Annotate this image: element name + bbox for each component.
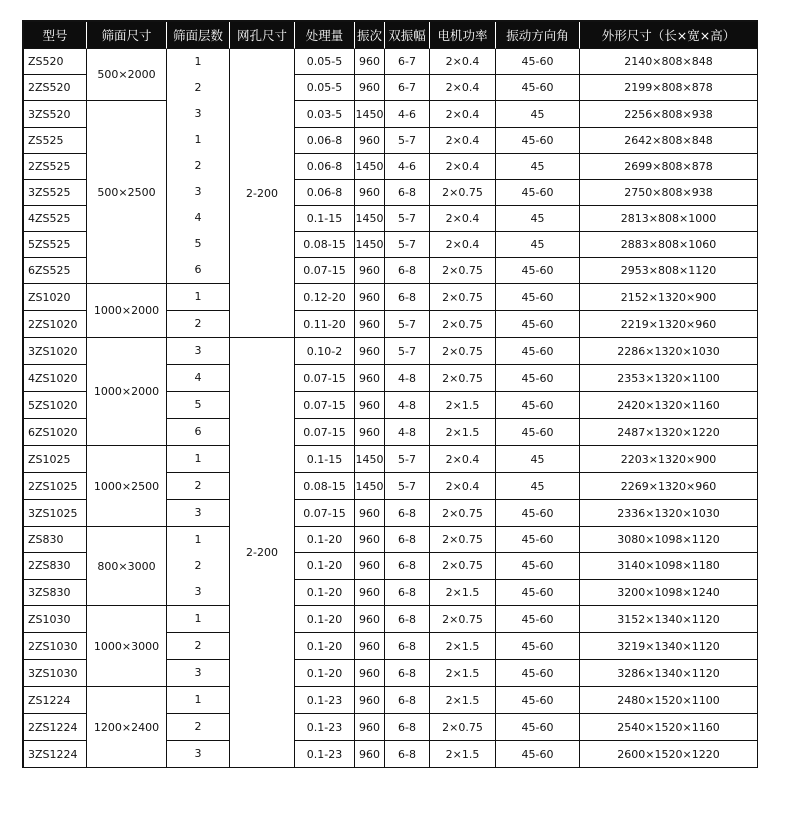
capacity-cell: 0.12-20 xyxy=(295,284,355,311)
capacity-cell: 0.1-15 xyxy=(295,206,355,232)
vibration-angle-cell: 45-60 xyxy=(496,714,580,741)
vibration-angle-cell: 45-60 xyxy=(496,128,580,154)
motor-power-cell: 2×0.75 xyxy=(430,500,496,527)
dimensions-cell: 2600×1520×1220 xyxy=(580,741,758,768)
model-cell: ZS1224 xyxy=(24,687,87,714)
amplitude-cell: 6-8 xyxy=(385,633,430,660)
capacity-cell: 0.06-8 xyxy=(295,128,355,154)
amplitude-cell: 4-8 xyxy=(385,392,430,419)
dimensions-cell: 2286×1320×1030 xyxy=(580,338,758,365)
amplitude-cell: 6-8 xyxy=(385,258,430,284)
capacity-cell: 0.06-8 xyxy=(295,154,355,180)
header-layers: 筛面层数 xyxy=(167,22,230,49)
screen-size-cell: 1200×2400 xyxy=(87,687,167,768)
amplitude-cell: 6-7 xyxy=(385,49,430,75)
layers-cell xyxy=(167,633,230,660)
frequency-cell: 960 xyxy=(355,527,385,553)
vibration-angle-cell: 45-60 xyxy=(496,553,580,579)
motor-power-cell: 2×0.4 xyxy=(430,232,496,258)
motor-power-cell: 2×1.5 xyxy=(430,660,496,687)
amplitude-cell: 4-6 xyxy=(385,154,430,180)
model-cell: 3ZS1025 xyxy=(24,500,87,527)
screen-size-cell: 500×2500 xyxy=(87,101,167,284)
amplitude-cell: 5-7 xyxy=(385,473,430,500)
capacity-cell: 0.10-2 xyxy=(295,338,355,365)
vibration-angle-cell: 45-60 xyxy=(496,687,580,714)
amplitude-cell: 5-7 xyxy=(385,128,430,154)
amplitude-cell: 5-7 xyxy=(385,338,430,365)
amplitude-cell: 6-8 xyxy=(385,660,430,687)
vibration-angle-cell: 45-60 xyxy=(496,49,580,75)
frequency-cell: 960 xyxy=(355,128,385,154)
vibration-angle-cell: 45 xyxy=(496,101,580,128)
model-cell: 3ZS1030 xyxy=(24,660,87,687)
vibration-angle-cell: 45-60 xyxy=(496,311,580,338)
layer-value: 1 xyxy=(194,55,202,68)
motor-power-cell: 2×0.75 xyxy=(430,284,496,311)
model-cell: 4ZS1020 xyxy=(24,365,87,392)
layer-value: 1 xyxy=(194,452,202,465)
frequency-cell: 960 xyxy=(355,180,385,206)
motor-power-cell: 2×0.4 xyxy=(430,101,496,128)
layers-cell xyxy=(167,714,230,741)
header-frequency: 振次 xyxy=(355,22,385,49)
frequency-cell: 960 xyxy=(355,284,385,311)
layer-value: 5 xyxy=(194,237,202,250)
capacity-cell: 0.1-15 xyxy=(295,446,355,473)
model-cell: ZS1025 xyxy=(24,446,87,473)
header-mesh-size: 网孔尺寸 xyxy=(230,22,295,49)
capacity-cell: 0.1-20 xyxy=(295,527,355,553)
vibration-angle-cell: 45 xyxy=(496,473,580,500)
layer-value: 3 xyxy=(194,747,202,760)
model-cell: 2ZS1020 xyxy=(24,311,87,338)
layer-value: 3 xyxy=(194,185,202,198)
dimensions-cell: 3286×1340×1120 xyxy=(580,660,758,687)
model-cell: 3ZS830 xyxy=(24,580,87,606)
model-cell: 2ZS525 xyxy=(24,154,87,180)
frequency-cell: 1450 xyxy=(355,446,385,473)
dimensions-cell: 2883×808×1060 xyxy=(580,232,758,258)
dimensions-cell: 2953×808×1120 xyxy=(580,258,758,284)
amplitude-cell: 4-6 xyxy=(385,101,430,128)
motor-power-cell: 2×1.5 xyxy=(430,419,496,446)
dimensions-cell: 2420×1320×1160 xyxy=(580,392,758,419)
capacity-cell: 0.1-20 xyxy=(295,633,355,660)
model-cell: 5ZS525 xyxy=(24,232,87,258)
mesh-size-cell: 2-200 xyxy=(230,338,295,768)
dimensions-cell: 2480×1520×1100 xyxy=(580,687,758,714)
layer-value: 3 xyxy=(194,506,202,519)
motor-power-cell: 2×0.4 xyxy=(430,75,496,101)
layers-cell xyxy=(167,500,230,527)
frequency-cell: 1450 xyxy=(355,101,385,128)
layers-cell xyxy=(167,741,230,768)
amplitude-cell: 6-8 xyxy=(385,500,430,527)
vibration-angle-cell: 45-60 xyxy=(496,660,580,687)
layer-value: 1 xyxy=(194,133,202,146)
model-cell: 2ZS1030 xyxy=(24,633,87,660)
layers-cell xyxy=(167,446,230,473)
table-row xyxy=(24,284,758,311)
motor-power-cell: 2×0.4 xyxy=(430,154,496,180)
motor-power-cell: 2×0.75 xyxy=(430,180,496,206)
frequency-cell: 960 xyxy=(355,580,385,606)
layers-cell xyxy=(167,311,230,338)
frequency-cell: 960 xyxy=(355,687,385,714)
amplitude-cell: 6-8 xyxy=(385,284,430,311)
table-row xyxy=(24,446,758,473)
motor-power-cell: 2×1.5 xyxy=(430,741,496,768)
capacity-cell: 0.05-5 xyxy=(295,75,355,101)
vibration-angle-cell: 45-60 xyxy=(496,741,580,768)
header-vibration-angle: 振动方向角 xyxy=(496,22,580,49)
table-row xyxy=(24,606,758,633)
motor-power-cell: 2×0.75 xyxy=(430,527,496,553)
vibration-angle-cell: 45 xyxy=(496,154,580,180)
layers-cell xyxy=(167,49,230,284)
layers-cell xyxy=(167,365,230,392)
capacity-cell: 0.11-20 xyxy=(295,311,355,338)
layer-value: 4 xyxy=(194,211,202,224)
model-cell: 2ZS520 xyxy=(24,75,87,101)
amplitude-cell: 6-8 xyxy=(385,687,430,714)
dimensions-cell: 2750×808×938 xyxy=(580,180,758,206)
amplitude-cell: 6-8 xyxy=(385,553,430,579)
amplitude-cell: 5-7 xyxy=(385,446,430,473)
amplitude-cell: 6-8 xyxy=(385,714,430,741)
vibration-angle-cell: 45-60 xyxy=(496,500,580,527)
dimensions-cell: 2487×1320×1220 xyxy=(580,419,758,446)
capacity-cell: 0.07-15 xyxy=(295,500,355,527)
layer-value: 3 xyxy=(194,344,202,357)
motor-power-cell: 2×0.75 xyxy=(430,714,496,741)
dimensions-cell: 2269×1320×960 xyxy=(580,473,758,500)
model-cell: ZS1030 xyxy=(24,606,87,633)
capacity-cell: 0.05-5 xyxy=(295,49,355,75)
dimensions-cell: 3219×1340×1120 xyxy=(580,633,758,660)
motor-power-cell: 2×0.75 xyxy=(430,338,496,365)
capacity-cell: 0.08-15 xyxy=(295,232,355,258)
dimensions-cell: 2203×1320×900 xyxy=(580,446,758,473)
layers-cell xyxy=(167,606,230,633)
dimensions-cell: 2336×1320×1030 xyxy=(580,500,758,527)
screen-size-cell: 1000×2500 xyxy=(87,446,167,527)
frequency-cell: 960 xyxy=(355,714,385,741)
model-cell: 3ZS1224 xyxy=(24,741,87,768)
screen-size-cell: 500×2000 xyxy=(87,49,167,101)
amplitude-cell: 4-8 xyxy=(385,365,430,392)
frequency-cell: 960 xyxy=(355,419,385,446)
dimensions-cell: 2353×1320×1100 xyxy=(580,365,758,392)
header-model: 型号 xyxy=(24,22,87,49)
amplitude-cell: 5-7 xyxy=(385,206,430,232)
screen-size-cell: 1000×2000 xyxy=(87,284,167,338)
frequency-cell: 960 xyxy=(355,660,385,687)
layers-cell xyxy=(167,338,230,365)
vibration-angle-cell: 45-60 xyxy=(496,75,580,101)
layer-value: 2 xyxy=(194,720,202,733)
vibration-angle-cell: 45-60 xyxy=(496,633,580,660)
frequency-cell: 960 xyxy=(355,741,385,768)
capacity-cell: 0.07-15 xyxy=(295,392,355,419)
model-cell: 3ZS1020 xyxy=(24,338,87,365)
motor-power-cell: 2×0.75 xyxy=(430,365,496,392)
header-amplitude: 双振幅 xyxy=(385,22,430,49)
dimensions-cell: 3080×1098×1120 xyxy=(580,527,758,553)
dimensions-cell: 3140×1098×1180 xyxy=(580,553,758,579)
model-cell: ZS1020 xyxy=(24,284,87,311)
amplitude-cell: 6-8 xyxy=(385,606,430,633)
capacity-cell: 0.1-23 xyxy=(295,687,355,714)
amplitude-cell: 6-8 xyxy=(385,180,430,206)
table-row xyxy=(24,527,758,553)
model-cell: 2ZS1025 xyxy=(24,473,87,500)
layer-value: 1 xyxy=(194,612,202,625)
frequency-cell: 960 xyxy=(355,49,385,75)
header-capacity: 处理量 xyxy=(295,22,355,49)
model-cell: 5ZS1020 xyxy=(24,392,87,419)
amplitude-cell: 5-7 xyxy=(385,232,430,258)
model-cell: 3ZS520 xyxy=(24,101,87,128)
motor-power-cell: 2×0.4 xyxy=(430,128,496,154)
capacity-cell: 0.03-5 xyxy=(295,101,355,128)
dimensions-cell: 3200×1098×1240 xyxy=(580,580,758,606)
capacity-cell: 0.1-20 xyxy=(295,580,355,606)
motor-power-cell: 2×0.4 xyxy=(430,473,496,500)
header-motor-power: 电机功率 xyxy=(430,22,496,49)
layer-value: 2 xyxy=(194,317,202,330)
capacity-cell: 0.1-20 xyxy=(295,660,355,687)
amplitude-cell: 4-8 xyxy=(385,419,430,446)
frequency-cell: 960 xyxy=(355,338,385,365)
motor-power-cell: 2×0.75 xyxy=(430,553,496,579)
capacity-cell: 0.08-15 xyxy=(295,473,355,500)
layers-cell xyxy=(167,687,230,714)
model-cell: ZS520 xyxy=(24,49,87,75)
layer-value: 2 xyxy=(194,81,202,94)
vibration-angle-cell: 45-60 xyxy=(496,338,580,365)
vibration-angle-cell: 45-60 xyxy=(496,419,580,446)
frequency-cell: 960 xyxy=(355,633,385,660)
frequency-cell: 960 xyxy=(355,311,385,338)
layers-cell xyxy=(167,392,230,419)
layers-cell xyxy=(167,473,230,500)
vibration-angle-cell: 45 xyxy=(496,232,580,258)
model-cell: 4ZS525 xyxy=(24,206,87,232)
vibration-angle-cell: 45-60 xyxy=(496,284,580,311)
motor-power-cell: 2×1.5 xyxy=(430,687,496,714)
dimensions-cell: 2140×808×848 xyxy=(580,49,758,75)
screen-size-cell: 1000×3000 xyxy=(87,606,167,687)
motor-power-cell: 2×0.4 xyxy=(430,446,496,473)
mesh-size-cell: 2-200 xyxy=(230,49,295,338)
model-cell: 2ZS830 xyxy=(24,553,87,579)
layers-cell xyxy=(167,660,230,687)
model-cell: 3ZS525 xyxy=(24,180,87,206)
model-cell: 6ZS525 xyxy=(24,258,87,284)
frequency-cell: 960 xyxy=(355,606,385,633)
dimensions-cell: 2152×1320×900 xyxy=(580,284,758,311)
dimensions-cell: 2642×808×848 xyxy=(580,128,758,154)
capacity-cell: 0.07-15 xyxy=(295,365,355,392)
vibration-angle-cell: 45-60 xyxy=(496,180,580,206)
dimensions-cell: 2219×1320×960 xyxy=(580,311,758,338)
frequency-cell: 960 xyxy=(355,553,385,579)
layers-cell xyxy=(167,527,230,606)
layer-value: 2 xyxy=(194,639,202,652)
dimensions-cell: 2256×808×938 xyxy=(580,101,758,128)
amplitude-cell: 6-7 xyxy=(385,75,430,101)
layer-value: 5 xyxy=(194,398,202,411)
capacity-cell: 0.1-20 xyxy=(295,606,355,633)
table-row xyxy=(24,338,758,365)
motor-power-cell: 2×0.4 xyxy=(430,49,496,75)
capacity-cell: 0.1-23 xyxy=(295,714,355,741)
frequency-cell: 960 xyxy=(355,392,385,419)
layer-value: 2 xyxy=(194,159,202,172)
table-row xyxy=(24,49,758,75)
frequency-cell: 1450 xyxy=(355,154,385,180)
model-cell: 2ZS1224 xyxy=(24,714,87,741)
capacity-cell: 0.1-23 xyxy=(295,741,355,768)
frequency-cell: 960 xyxy=(355,365,385,392)
layer-value: 4 xyxy=(194,371,202,384)
layer-value: 3 xyxy=(194,585,202,598)
vibration-angle-cell: 45-60 xyxy=(496,606,580,633)
vibration-angle-cell: 45 xyxy=(496,446,580,473)
layers-cell xyxy=(167,419,230,446)
layer-value: 2 xyxy=(194,559,202,572)
table-body xyxy=(24,49,758,768)
frequency-cell: 1450 xyxy=(355,473,385,500)
layer-value: 6 xyxy=(194,425,202,438)
capacity-cell: 0.1-20 xyxy=(295,553,355,579)
amplitude-cell: 5-7 xyxy=(385,311,430,338)
screen-size-cell: 1000×2000 xyxy=(87,338,167,446)
frequency-cell: 960 xyxy=(355,75,385,101)
motor-power-cell: 2×1.5 xyxy=(430,580,496,606)
model-cell: 6ZS1020 xyxy=(24,419,87,446)
layer-value: 1 xyxy=(194,290,202,303)
layer-value: 1 xyxy=(194,533,202,546)
motor-power-cell: 2×1.5 xyxy=(430,633,496,660)
vibration-angle-cell: 45-60 xyxy=(496,258,580,284)
amplitude-cell: 6-8 xyxy=(385,580,430,606)
specs-table xyxy=(22,20,758,768)
table-header-row xyxy=(24,22,758,49)
motor-power-cell: 2×0.4 xyxy=(430,206,496,232)
capacity-cell: 0.07-15 xyxy=(295,258,355,284)
model-cell: ZS525 xyxy=(24,128,87,154)
frequency-cell: 960 xyxy=(355,258,385,284)
motor-power-cell: 2×0.75 xyxy=(430,606,496,633)
frequency-cell: 960 xyxy=(355,500,385,527)
vibration-angle-cell: 45-60 xyxy=(496,392,580,419)
layer-value: 1 xyxy=(194,693,202,706)
amplitude-cell: 6-8 xyxy=(385,527,430,553)
vibration-angle-cell: 45-60 xyxy=(496,527,580,553)
dimensions-cell: 2699×808×878 xyxy=(580,154,758,180)
frequency-cell: 1450 xyxy=(355,232,385,258)
capacity-cell: 0.07-15 xyxy=(295,419,355,446)
capacity-cell: 0.06-8 xyxy=(295,180,355,206)
motor-power-cell: 2×0.75 xyxy=(430,311,496,338)
dimensions-cell: 3152×1340×1120 xyxy=(580,606,758,633)
layers-cell xyxy=(167,284,230,311)
vibration-angle-cell: 45 xyxy=(496,206,580,232)
frequency-cell: 1450 xyxy=(355,206,385,232)
vibration-angle-cell: 45-60 xyxy=(496,365,580,392)
dimensions-cell: 2813×808×1000 xyxy=(580,206,758,232)
motor-power-cell: 2×1.5 xyxy=(430,392,496,419)
layer-value: 2 xyxy=(194,479,202,492)
vibration-angle-cell: 45-60 xyxy=(496,580,580,606)
screen-size-cell: 800×3000 xyxy=(87,527,167,606)
layer-value: 3 xyxy=(194,666,202,679)
motor-power-cell: 2×0.75 xyxy=(430,258,496,284)
model-cell: ZS830 xyxy=(24,527,87,553)
table-row xyxy=(24,687,758,714)
layer-value: 3 xyxy=(194,107,202,120)
header-screen-size: 筛面尺寸 xyxy=(87,22,167,49)
layer-value: 6 xyxy=(194,263,202,276)
dimensions-cell: 2199×808×878 xyxy=(580,75,758,101)
dimensions-cell: 2540×1520×1160 xyxy=(580,714,758,741)
header-dimensions: 外形尺寸（长×宽×高） xyxy=(580,22,758,49)
table-row xyxy=(24,101,758,128)
amplitude-cell: 6-8 xyxy=(385,741,430,768)
